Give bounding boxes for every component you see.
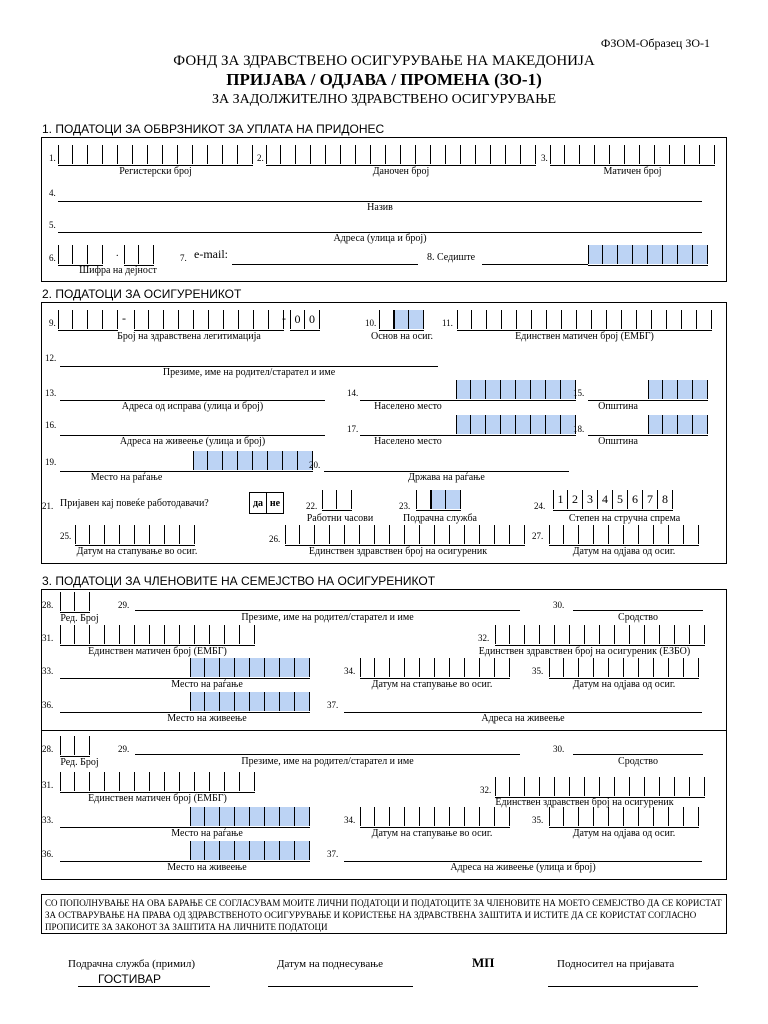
relation-line-2[interactable] [573, 754, 703, 755]
consent-line-2: ЗА ОСТВАРУВАЊЕ НА ПРАВА ОД ЗДРАВСТВЕНОТО ОСИГУРУВАЊЕ И КОРИСТЕЊЕ НА ЗДРАВСТВЕНА ЗАШТИТА И ИСТИТЕ ДА СЕ КОРИСТАТ СОГЛАСНО [45, 910, 697, 920]
relation-line-1[interactable] [573, 610, 703, 611]
consent-box [41, 894, 727, 934]
basis-boxes-b[interactable] [394, 310, 424, 331]
activity-code-boxes-b[interactable] [124, 245, 154, 266]
member-name-line-1[interactable] [135, 610, 520, 611]
start-date-label: Датум на стапување во осиг. [76, 546, 198, 557]
multi-employer-label: Пријавен кај повеќе работодавачи? [60, 498, 209, 509]
member-end-date-boxes-1[interactable] [549, 658, 699, 679]
member-residence-boxes-1[interactable] [190, 692, 310, 713]
member-ezbo-boxes-1[interactable] [495, 625, 705, 646]
fund-name: ФОНД ЗА ЗДРАВСТВЕНО ОСИГУРУВАЊЕ НА МАКЕДОНИЈА [173, 53, 595, 69]
email-line[interactable] [232, 264, 418, 265]
health-card-boxes-b[interactable] [134, 310, 284, 331]
name-label: Назив [367, 202, 393, 213]
member-birthplace-boxes-1[interactable] [190, 658, 310, 679]
education-level-boxes[interactable]: 1 2 3 4 5 6 7 8 [553, 490, 673, 511]
consent-line-3: ПРОПИСИТЕ ЗА ЗАКОНОТ ЗА ЗАШТИТА НА ЛИЧНИТЕ ПОДАТОЦИ [45, 922, 328, 932]
end-date-boxes[interactable] [549, 525, 699, 546]
education-label: Степен на стручна спрема [568, 513, 681, 524]
member-start-date-boxes-2[interactable] [360, 807, 510, 828]
member-address-label-2: Адреса на живеење (улица и број) [450, 862, 596, 873]
municipality-label-1: Општина [598, 401, 638, 412]
address-live-label: Адреса на живеење (улица и број) [119, 436, 266, 447]
member-ezbo-label-1: Единствен здравствен број на осигуреник (ЕЗБО) [478, 646, 691, 657]
place-label-2: Населено место [374, 436, 442, 447]
office-boxes-b[interactable] [431, 490, 461, 511]
hours-boxes[interactable] [322, 490, 352, 511]
office-label: Подрачна служба [403, 513, 477, 524]
member-start-date-boxes-1[interactable] [360, 658, 510, 679]
form-subtitle: ЗА ЗАДОЛЖИТЕЛНО ЗДРАВСТВЕНО ОСИГУРУВАЊЕ [211, 92, 557, 107]
place-code-boxes-1[interactable] [456, 380, 576, 401]
submit-date-line[interactable] [268, 986, 413, 987]
relation-label-2: Сродство [618, 756, 658, 767]
member-start-date-label-2: Датум на стапување во осиг. [371, 828, 493, 839]
stamp-label: МП [472, 955, 495, 970]
office-value: ГОСТИВАР [98, 972, 161, 986]
member-residence-label-2: Место на живеење [167, 862, 247, 873]
birthplace-label: Место на раѓање [90, 472, 163, 483]
section2-title: 2. ПОДАТОЦИ ЗА ОСИГУРЕНИКОТ [42, 287, 242, 301]
health-card-boxes-c[interactable]: 0 0 [290, 310, 320, 331]
health-card-boxes-a[interactable] [58, 310, 118, 331]
seq-label-2: Ред. Број [60, 757, 99, 768]
embg-label: Единствен матичен број (ЕМБГ) [515, 331, 654, 342]
member-ezbo-boxes-2[interactable] [495, 777, 705, 798]
place-label-1: Населено место [374, 401, 442, 412]
member-embg-boxes-1[interactable] [60, 625, 255, 646]
yes-option[interactable]: да [252, 497, 264, 509]
activity-code-boxes-a[interactable] [58, 245, 103, 266]
tax-number-boxes[interactable] [266, 145, 536, 166]
municipality-code-boxes-2[interactable] [648, 415, 708, 436]
member-name-line-2[interactable] [135, 754, 520, 755]
ezbo-boxes[interactable] [285, 525, 525, 546]
office-boxes-a[interactable] [416, 490, 431, 511]
no-option[interactable]: не [266, 493, 283, 513]
insured-name-label: Презиме, име на родител/старател и име [162, 367, 336, 378]
registry-number-boxes[interactable] [58, 145, 253, 166]
member-name-label-1: Презиме, име на родител/старател и име [241, 612, 414, 623]
office-signature-label: Подрачна служба (примил) [68, 958, 196, 970]
seat-code-boxes[interactable] [588, 245, 708, 266]
member-birthplace-boxes-2[interactable] [190, 807, 310, 828]
seat-line[interactable] [482, 264, 588, 265]
submitter-signature-line[interactable] [548, 986, 698, 987]
birthplace-code-boxes[interactable] [193, 451, 313, 472]
ezbo-label: Единствен здравствен број на осигуреник [308, 546, 488, 557]
section1-title: 1. ПОДАТОЦИ ЗА ОБВРЗНИКОТ ЗА УПЛАТА НА ПРИДОНЕС [42, 122, 385, 136]
relation-label-1: Сродство [618, 612, 658, 623]
form-code: ФЗОМ-Образец ЗО-1 [600, 36, 710, 50]
multi-employer-toggle[interactable] [249, 492, 284, 514]
municipality-label-2: Општина [598, 436, 638, 447]
seq-boxes-1[interactable] [60, 592, 90, 613]
seq-label-1: Ред. Број [60, 613, 99, 624]
member-birthplace-label-2: Место на раѓање [171, 828, 243, 839]
id-number-label: Матичен број [603, 166, 662, 177]
member-embg-label-1: Единствен матичен број (ЕМБГ) [88, 646, 227, 657]
member-end-date-label-2: Датум на одјава од осиг. [572, 828, 676, 839]
member-address-label-1: Адреса на живеење [481, 713, 565, 724]
tax-number-label: Даночен број [372, 166, 430, 177]
health-card-label: Број на здравствена легитимација [117, 331, 261, 342]
embg-boxes[interactable] [457, 310, 712, 331]
address-doc-label: Адреса од исправа (улица и број) [121, 401, 264, 412]
submit-date-label: Датум на поднесување [277, 958, 384, 970]
member-start-date-label-1: Датум на стапување во осиг. [371, 679, 493, 690]
member-residence-label-1: Место на живеење [167, 713, 247, 724]
member-name-label-2: Презиме, име на родител/старател и име [241, 756, 414, 767]
place-code-boxes-2[interactable] [456, 415, 576, 436]
address-label: Адреса (улица и број) [333, 233, 427, 244]
email-label: e-mail: [194, 247, 228, 261]
section2-frame: 9. - - 0 0 Број на здравствена легитимација 10. Основ на осиг. 11. Единствен матичен број (ЕМБГ) 12. Презиме, име на родител/старател и име 13. Адреса од исправа (улица и број) 14. Населено место 15. Општина 16. Адреса на живеење (улица и број) 17. Населено место 18. Општина 19. Место на раѓање 20. Држава на раѓање 21. Пријавен кај повеќе работодавачи? да не 22. Работни часови 23. Подрачна служба 24. 1 2 3 4 5 6 7 8 Степен на стручна спрема 25. Датум на стапување во осиг. 26. Единствен здравствен број на осигуреник 27. Датум на одјава од осиг. [41, 302, 727, 564]
section3-frame: 28. Ред. Број 29. Презиме, име на родител/старател и име 30. Сродство 31. Единствен матичен број (ЕМБГ) 32. Единствен здравствен број на осигуреник (ЕЗБО) 33. Место на раѓање 34. Датум на стапување во осиг. 35. Датум на одјава од осиг. 36. Место на живеење 37. Адреса на живеење 28. Ред. Број 29. Презиме, име на родител/старател и име 30. Сродство 31. Единствен матичен број (ЕМБГ) 32. Единствен здравствен број на осигуреник 33. Место на раѓање 34. Датум на стапување во осиг. 35. Датум на одјава од осиг. 36. Место на живеење 37. Адреса на живеење (улица и број) [41, 589, 727, 880]
seat-label: 8. Седиште [427, 252, 476, 263]
office-signature-line[interactable] [78, 986, 210, 987]
start-date-boxes[interactable] [75, 525, 195, 546]
member-residence-boxes-2[interactable] [190, 841, 310, 862]
submitter-label: Подносител на пријавата [557, 958, 675, 970]
hours-label: Работни часови [306, 513, 374, 524]
basis-boxes-a[interactable] [379, 310, 394, 331]
section3-title: 3. ПОДАТОЦИ ЗА ЧЛЕНОВИТЕ НА СЕМЕЈСТВО НА ОСИГУРЕНИКОТ [42, 574, 436, 588]
member-birthplace-label-1: Место на раѓање [171, 679, 243, 690]
consent-line-1: СО ПОПОЛНУВАЊЕ НА ОВА БАРАЊЕ СЕ СОГЛАСУВАМ МОИТЕ ЛИЧНИ ПОДАТОЦИ И ПОДАТОЦИТЕ ЗА ЧЛЕНОВИТЕ НА МОЕТО СЕМЕЈСТВО ДА СЕ КОРИСТАТ [45, 898, 722, 908]
end-date-label: Датум на одјава од осиг. [572, 546, 676, 557]
form-title: ПРИЈАВА / ОДЈАВА / ПРОМЕНА (ЗО-1) [226, 70, 542, 89]
member-embg-boxes-2[interactable] [60, 772, 255, 793]
seq-boxes-2[interactable] [60, 736, 90, 757]
member-end-date-boxes-2[interactable] [549, 807, 699, 828]
registry-number-label: Регистерски број [119, 166, 192, 177]
member-embg-label-2: Единствен матичен број (ЕМБГ) [88, 793, 227, 804]
municipality-code-boxes-1[interactable] [648, 380, 708, 401]
activity-code-label: Шифра на дејност [79, 265, 157, 276]
member-end-date-label-1: Датум на одјава од осиг. [572, 679, 676, 690]
section1-frame: 1. Регистерски број 2. Даночен број 3. Матичен број 4. Назив 5. Адреса (улица и број) 6. . Шифра на дејност 7. e-mail: 8. Седиште [41, 137, 727, 282]
id-number-boxes[interactable] [550, 145, 715, 166]
basis-label: Основ на осиг. [370, 331, 434, 342]
birthcountry-label: Држава на раѓање [408, 472, 485, 483]
member-ezbo-label-2: Единствен здравствен број на осигуреник [495, 797, 674, 808]
